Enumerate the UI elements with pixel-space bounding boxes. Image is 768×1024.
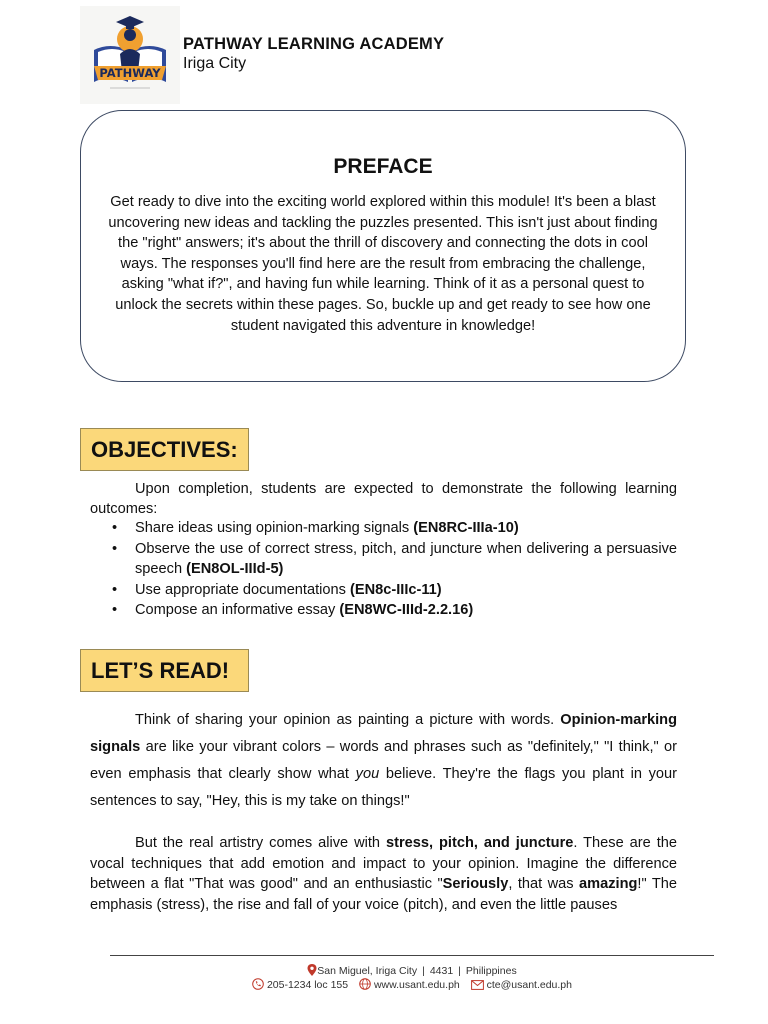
preface-box (80, 110, 686, 382)
preface-text: Get ready to dive into the exciting world explored within this module! It's been a blast uncovering new ideas and tackling the puzzles presented. This isn't just about finding the "right" answers; it's about the thrill of discovery and connecting the dots in cool ways. The responses you'll find here are the result from embracing the challenge, asking "what if?", and having fun while learning. Think of it as a personal quest to unlock the secrets within these pages. So, buckle up and get ready to see how one student navigated this adventure in knowledge! (108, 194, 658, 334)
text-run: believe. They're the flags you plant in your sentences to say, "Hey, this is my take on things!" (90, 766, 678, 809)
bold-run: Seriously (442, 876, 509, 893)
website-link[interactable]: www.usant.edu.ph (373, 979, 460, 991)
footer-divider (110, 955, 714, 956)
text-run: . These are the vocal techniques that add emotion and impact to your opinion. Imagine the difference between a flat "That was good" and an enthusiastic " (90, 835, 677, 893)
bold-run: Opinion-marking signals (90, 712, 677, 755)
text-run: , that was (508, 876, 580, 893)
objective-text: Share ideas using opinion-marking signals (135, 520, 414, 536)
text-run: But the real artistry comes alive with (135, 835, 386, 851)
bullet: • (112, 520, 118, 536)
objectives-heading: OBJECTIVES: (80, 428, 249, 471)
separator: | (422, 965, 425, 977)
org-name: PATHWAY LEARNING ACADEMY (183, 35, 445, 53)
bullet: • (112, 581, 118, 598)
lets-read-heading: LET’S READ! (80, 649, 249, 692)
text-run: Think of sharing your opinion as painting a picture with words. (135, 712, 561, 728)
objective-text: Compose an informative essay (135, 602, 340, 618)
academy-logo (80, 6, 180, 104)
graduate-logo-icon (80, 6, 180, 104)
objective-code: (EN8WC-IIId-2.2.16) (339, 602, 474, 618)
country-text: Philippines (465, 965, 517, 977)
objectives-intro: Upon completion, students are expected to demonstrate the following learning outcomes: (90, 481, 677, 517)
list-item (90, 580, 677, 601)
email-link[interactable]: cte@usant.edu.ph (486, 979, 572, 991)
objective-text: Use appropriate documentations (135, 581, 350, 598)
phone-icon (252, 978, 264, 990)
bullet: • (112, 540, 118, 557)
objective-code: (EN8c-IIIc-11) (349, 581, 442, 598)
objective-code: (EN8RC-IIIa-10) (413, 520, 519, 536)
phone-text: 205-1234 loc 155 (266, 979, 349, 991)
bold-run: amazing (579, 876, 638, 893)
objective-text: Observe the use of correct stress, pitch, and juncture when delivering a persuasive speech (135, 540, 677, 577)
objectives-list (90, 518, 677, 621)
list-item (90, 600, 677, 621)
globe-icon (359, 978, 371, 990)
zip-text: 4431 (429, 965, 454, 977)
svg-text:PATHWAY: PATHWAY (99, 66, 161, 80)
italic-run: you (355, 766, 380, 782)
list-item (90, 518, 677, 539)
text-run: !" The emphasis (stress), the rise and fall of your voice (pitch), and even the little pauses (90, 876, 677, 914)
bold-run: stress, pitch, and juncture (386, 835, 574, 851)
footer-contacts (110, 978, 714, 991)
location-pin-icon (307, 964, 317, 976)
separator: | (458, 965, 461, 977)
text-run: are like your vibrant colors – words and phrases such as "definitely," "I think," or even emphasis that clearly show what (90, 739, 677, 782)
email-icon (471, 980, 484, 990)
objective-code: (EN8OL-IIId-5) (186, 561, 284, 577)
lets-read-paragraph-2 (90, 833, 677, 916)
list-item (90, 539, 677, 580)
footer-address (110, 964, 714, 977)
bullet: • (112, 602, 118, 618)
address-text: San Miguel, Iriga City (317, 965, 418, 977)
lets-read-paragraph-1 (90, 707, 677, 815)
org-city: Iriga City (183, 55, 247, 72)
preface-title: PREFACE (333, 155, 433, 178)
